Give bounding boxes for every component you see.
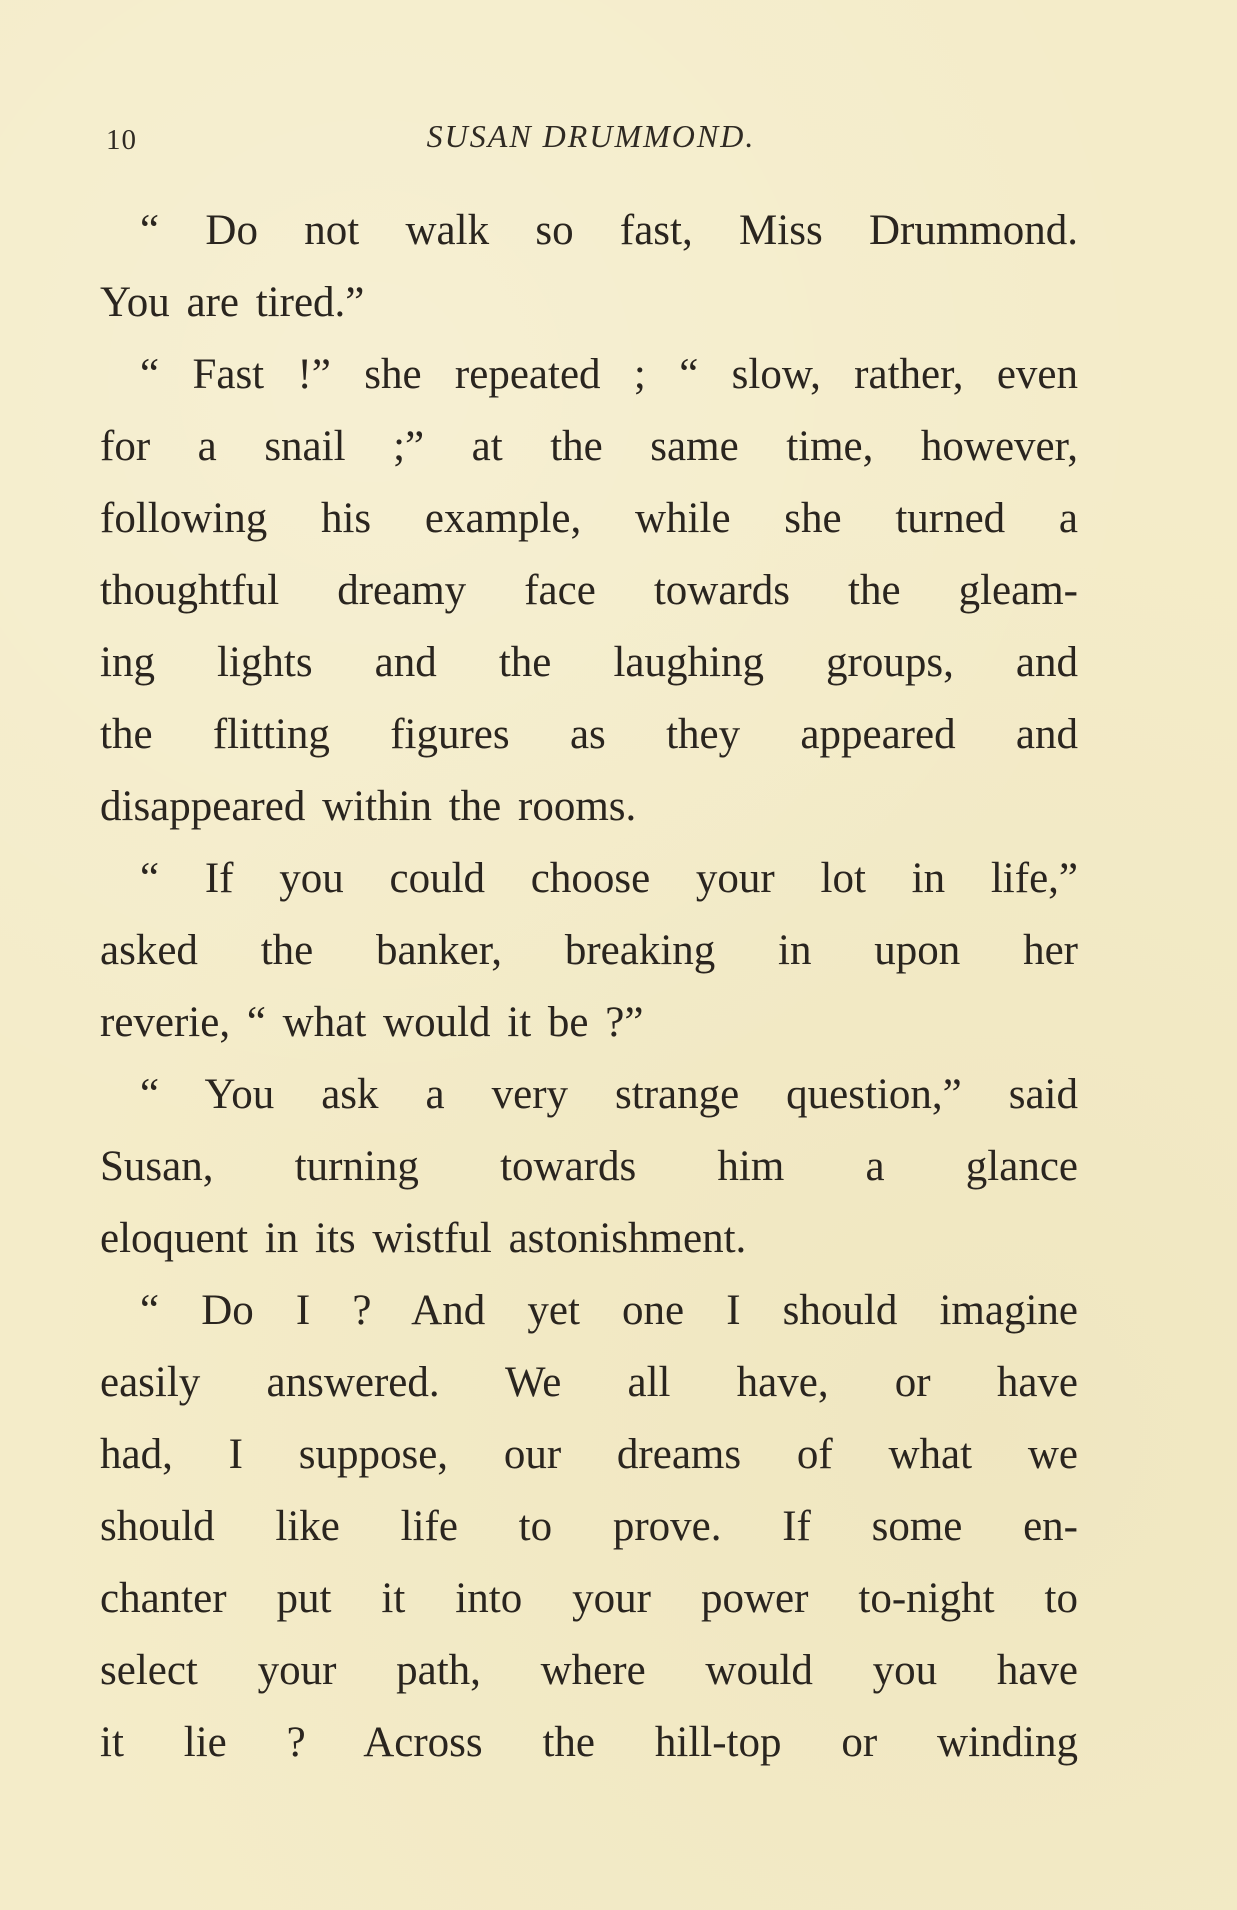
text-line: following his example, while she turned a xyxy=(100,495,1078,542)
text-line: for a snail ;” at the same time, however, xyxy=(100,423,1078,470)
text-line: Susan, turning towards him a glance xyxy=(100,1143,1078,1190)
running-head: SUSAN DRUMMOND. xyxy=(426,118,756,154)
text-line: the flitting figures as they appeared and xyxy=(100,711,1078,758)
text-line: “ You ask a very strange question,” said xyxy=(140,1071,1078,1118)
text-line: reverie, “ what would it be ?” xyxy=(100,999,644,1046)
text-line: should like life to prove. If some en- xyxy=(100,1503,1078,1550)
text-line: disappeared within the rooms. xyxy=(100,783,637,830)
page-header xyxy=(106,118,1076,158)
text-line: chanter put it into your power to-night to xyxy=(100,1575,1078,1622)
text-line: easily answered. We all have, or have xyxy=(100,1359,1078,1406)
text-line: You are tired.” xyxy=(100,279,365,326)
text-line: “ Do I ? And yet one I should imagine xyxy=(140,1287,1078,1334)
text-line: thoughtful dreamy face towards the gleam- xyxy=(100,567,1078,614)
text-line: had, I suppose, our dreams of what we xyxy=(100,1431,1078,1478)
text-line: ing lights and the laughing groups, and xyxy=(100,639,1078,686)
text-line: asked the banker, breaking in upon her xyxy=(100,927,1078,974)
text-line: select your path, where would you have xyxy=(100,1647,1078,1694)
text-line: it lie ? Across the hill-top or winding xyxy=(100,1719,1078,1766)
text-line: “ Fast !” she repeated ; “ slow, rather, even xyxy=(140,351,1078,398)
text-line: “ Do not walk so fast, Miss Drummond. xyxy=(140,207,1078,254)
text-line: “ If you could choose your lot in life,” xyxy=(140,855,1078,902)
text-line: eloquent in its wistful astonishment. xyxy=(100,1215,747,1262)
body-text xyxy=(100,195,1078,1779)
page-number: 10 xyxy=(106,124,137,156)
